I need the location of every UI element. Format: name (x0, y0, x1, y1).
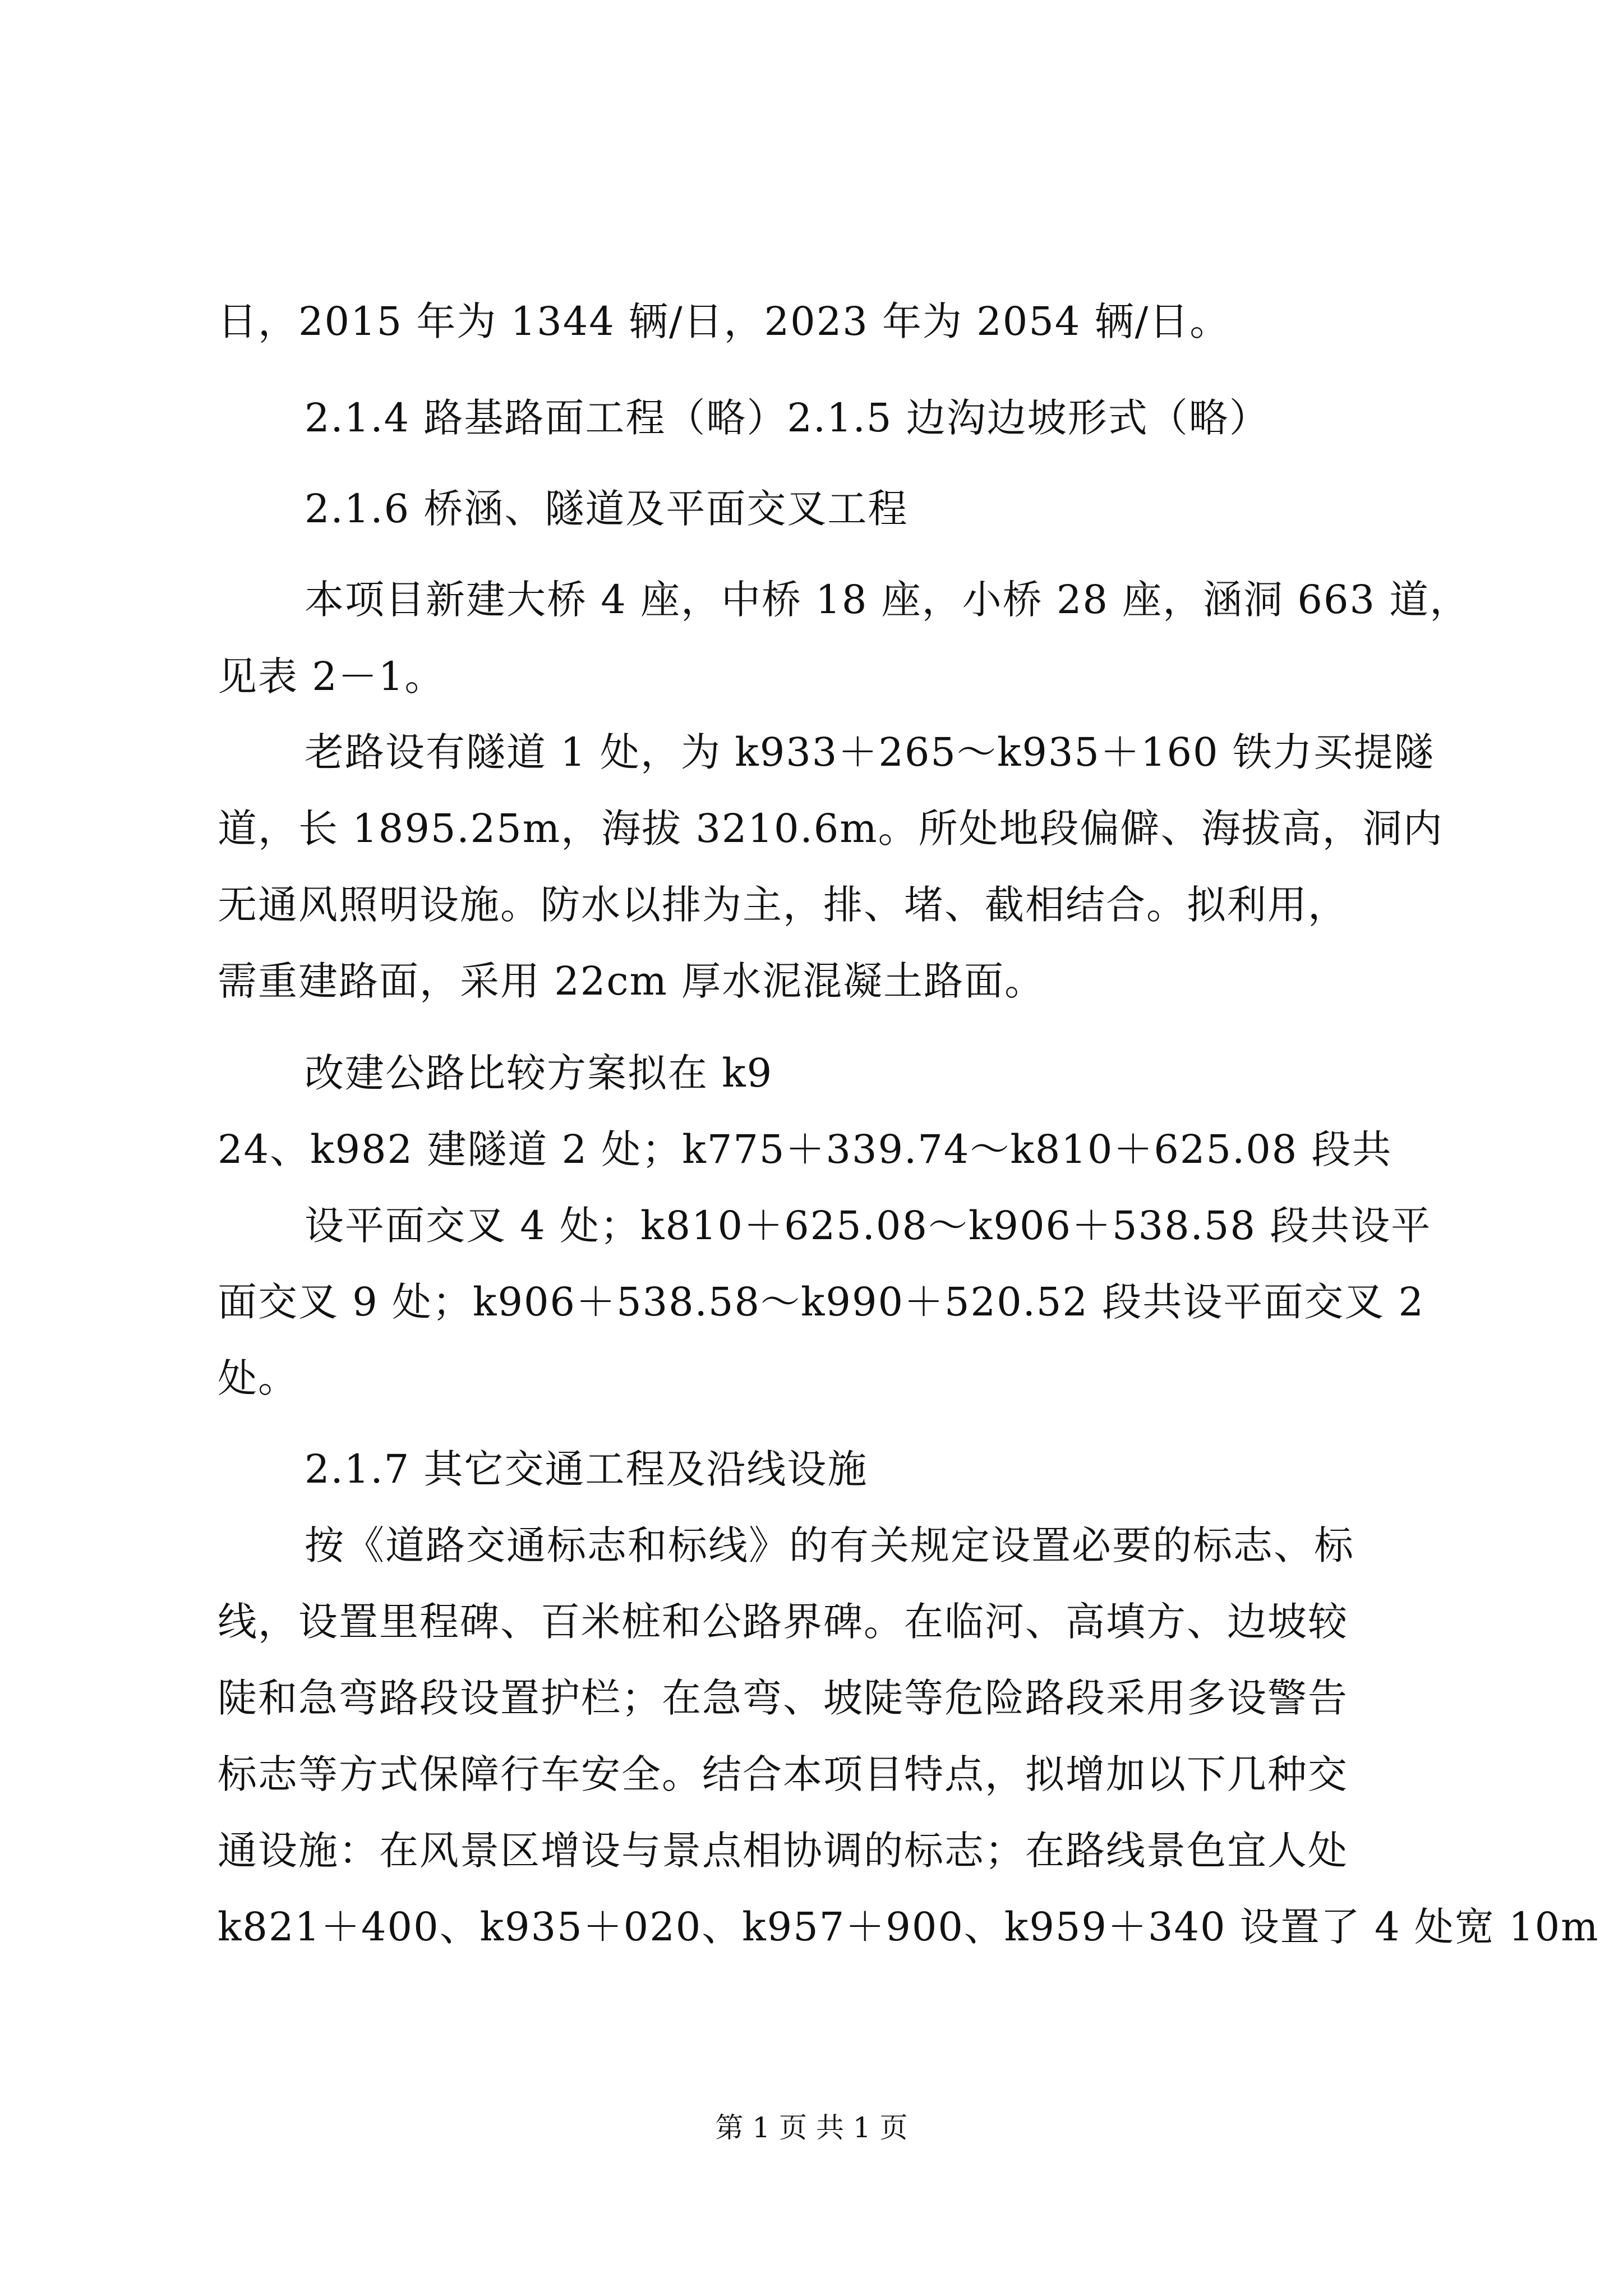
text-line-8: 无通风照明设施。防水以排为主，排、堵、截相结合。拟利用， (218, 882, 1348, 928)
text-line-11: 24、k982 建隧道 2 处；k775＋339.74～k810＋625.08 段共 (218, 1126, 1393, 1172)
text-line-6: 老路设有隧道 1 处，为 k933＋265～k935＋160 铁力买提隧 (305, 729, 1435, 775)
text-line-2: 2.1.4 路基路面工程（略）2.1.5 边沟边坡形式（略） (305, 395, 1270, 441)
text-line-5: 见表 2－1。 (218, 654, 445, 700)
text-line-21: k821＋400、k935＋020、k957＋900、k959＋340 设置了 4 处宽 10m (218, 1904, 1599, 1950)
text-line-14: 处。 (218, 1355, 298, 1401)
text-line-17: 线，设置里程碑、百米桩和公路界碑。在临河、高填方、边坡较 (218, 1599, 1348, 1645)
section-heading-2-1-6: 2.1.6 桥涵、隧道及平面交叉工程 (305, 486, 909, 532)
text-line-7: 道，长 1895.25m，海拔 3210.6m。所处地段偏僻、海拔高，洞内 (218, 806, 1444, 852)
text-line-9: 需重建路面，采用 22cm 厚水泥混凝土路面。 (218, 958, 1045, 1004)
text-line-4: 本项目新建大桥 4 座，中桥 18 座，小桥 28 座，涵洞 663 道， (305, 577, 1470, 623)
text-line-20: 通设施：在风景区增设与景点相协调的标志；在路线景色宜人处 (218, 1828, 1348, 1874)
text-line-1: 日，2015 年为 1344 辆/日，2023 年为 2054 辆/日。 (218, 298, 1230, 344)
text-line-16: 按《道路交通标志和标线》的有关规定设置必要的标志、标 (305, 1522, 1354, 1568)
section-heading-2-1-7: 2.1.7 其它交通工程及沿线设施 (305, 1446, 868, 1492)
text-line-13: 面交叉 9 处；k906＋538.58～k990＋520.52 段共设平面交叉 2 (218, 1279, 1424, 1325)
text-line-10: 改建公路比较方案拟在 k9 (305, 1050, 773, 1096)
text-line-19: 标志等方式保障行车安全。结合本项目特点，拟增加以下几种交 (218, 1751, 1348, 1797)
page-footer: 第 1 页 共 1 页 (715, 2111, 908, 2144)
text-line-12: 设平面交叉 4 处；k810＋625.08～k906＋538.58 段共设平 (305, 1203, 1432, 1249)
text-line-18: 陡和急弯路段设置护栏；在急弯、坡陡等危险路段采用多设警告 (218, 1675, 1348, 1721)
